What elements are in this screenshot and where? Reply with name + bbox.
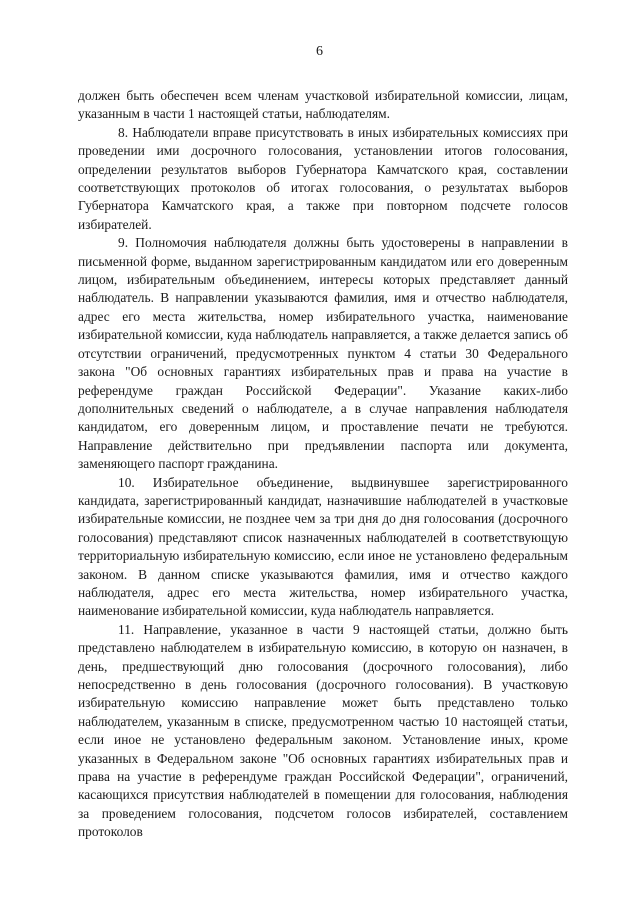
paragraph-continuation: должен быть обеспечен всем членам участковой избирательной комиссии, лицам, указанным в части 1 настоящей статьи, наблюдателям. <box>78 88 568 122</box>
paragraph-clause-10: 10. Избирательное объединение, выдвинувшее зарегистрированного кандидата, зарегистрированный кандидат, назначившие наблюдателей в участковые избирательные комиссии, не позднее чем за три дня до дня голосования (досрочного голосования) представляют список назначенных наблюдателей в соответствующую территориальную избирательную комиссию, если иное не установлено федеральным законом. В данном списке указываются фамилия, имя и отчество каждого наблюдателя, адрес его места жительства, номер избирательного участка, наименование избирательной комиссии, куда наблюдатель направляется. <box>78 474 568 619</box>
paragraph-clause-11: 11. Направление, указанное в части 9 настоящей статьи, должно быть представлено наблюдателем в избирательную комиссию, в которую он назначен, в день, предшествующий дню голосования (досрочного голосования), либо непосредственно в день голосования (досрочного голосования). В участковую избирательную комиссию направление может быть представлено только наблюдателем, указанным в списке, предусмотренном частью 10 настоящей статьи, если иное не установлено федеральным законом. Установление иных, кроме указанных в Федеральном законе "Об основных гарантиях избирательных прав и права на участие в референдуме граждан Российской Федерации", ограничений, касающихся присутствия наблюдателей в помещении для голосования, наблюдения за проведением голосования, подсчетом голосов избирателей, составлением протоколов <box>78 621 568 840</box>
page-number: 6 <box>316 44 323 59</box>
paragraph-clause-9: 9. Полномочия наблюдателя должны быть удостоверены в направлении в письменной форме, выданном зарегистрированным кандидатом или его доверенным лицом, избирательным объединением, интересы которых представляет данный наблюдатель. В направлении указываются фамилия, имя и отчество наблюдателя, адрес его места жительства, номер избирательного участка, наименование избирательной комиссии, куда наблюдатель направляется, а также делается запись об отсутствии ограничений, предусмотренных пунктом 4 статьи 30 Федерального закона "Об основных гарантиях избирательных прав и права на участие в референдуме граждан Российской Федерации". Указание каких-либо дополнительных сведений о наблюдателе, а в случае направления наблюдателя кандидатом, его доверенным лицом, и проставление печати не требуются. Направление действительно при предъявлении паспорта или документа, заменяющего паспорт гражданина. <box>78 235 568 472</box>
document-body <box>78 87 568 842</box>
paragraph-clause-8: 8. Наблюдатели вправе присутствовать в иных избирательных комиссиях при проведении ими досрочного голосования, установлении итогов голосования, определении результатов выборов Губернатора Камчатского края, составлении соответствующих протоколов об итогах голосования, о результатах выборов Губернатора Камчатского края, а также при повторном подсчете голосов избирателей. <box>78 124 568 232</box>
